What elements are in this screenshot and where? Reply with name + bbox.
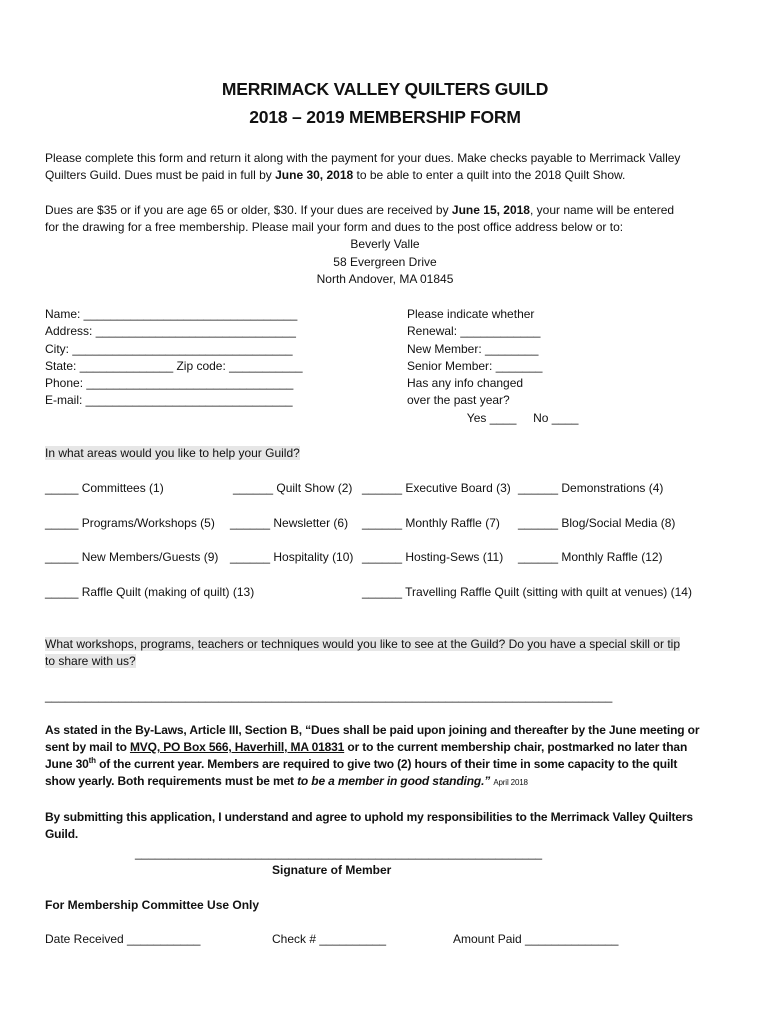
intro-text: Quilters Guild. Dues must be paid in full by [45, 168, 276, 182]
help-hospitality[interactable]: ______ Hospitality (10) [230, 550, 354, 564]
dues-text: Dues are $35 or if you are age 65 or older, $30. If your dues are received by [45, 203, 452, 217]
dues-text: , your name will be entered [529, 203, 675, 217]
help-new-members-guests[interactable]: _____ New Members/Guests (9) [45, 550, 219, 564]
signature-line[interactable]: _____________________________________________________________ [135, 846, 543, 860]
address-field[interactable]: Address: ______________________________ [45, 324, 296, 339]
address-city: North Andover, MA 01845 [316, 272, 454, 286]
help-committees[interactable]: _____ Committees (1) [45, 481, 164, 495]
agreement-text: Guild. [45, 827, 79, 841]
phone-field[interactable]: Phone: _______________________________ [45, 376, 294, 391]
email-field[interactable]: E-mail: _______________________________ [45, 393, 293, 408]
check-number-field[interactable]: Check # __________ [272, 932, 387, 946]
workshops-question [45, 636, 735, 670]
address-street: 58 Evergreen Drive [333, 254, 437, 269]
guild-title: MERRIMACK VALLEY QUILTERS GUILD [221, 79, 549, 99]
member-info-fields [45, 306, 303, 410]
date-received-field[interactable]: Date Received ___________ [45, 932, 201, 946]
intro-text: Please complete this form and return it along with the payment for your dues. Make checks payable to Merrimack Valley [45, 151, 681, 165]
committee-header: For Membership Committee Use Only [45, 898, 260, 912]
help-newsletter[interactable]: ______ Newsletter (6) [230, 516, 349, 530]
status-prompt: Please indicate whether [407, 307, 535, 321]
membership-status-fields [407, 306, 578, 427]
amount-paid-field[interactable]: Amount Paid ______________ [453, 932, 619, 946]
help-question [45, 445, 300, 462]
drawing-date: June 15, 2018 [451, 203, 530, 217]
signature-label: Signature of Member [272, 863, 392, 877]
bylaws-text: sent by mail to [45, 740, 130, 754]
address-name: Beverly Valle [350, 237, 420, 251]
help-demonstrations[interactable]: ______ Demonstrations (4) [518, 481, 664, 495]
yes-no-field[interactable]: Yes ____ No ____ [407, 410, 579, 425]
bylaws-statement [45, 722, 735, 791]
bylaws-text: June 30 [45, 757, 89, 771]
workshops-question-text: to share with us? [45, 654, 136, 668]
bylaws-text: or to the current membership chair, postmarked no later than [344, 740, 688, 754]
help-quilt-show[interactable]: ______ Quilt Show (2) [233, 481, 353, 495]
ordinal-suffix: th [88, 756, 96, 765]
dues-text: for the drawing for a free membership. Please mail your form and dues to the post office address below or to: [45, 220, 624, 234]
bylaws-text: As stated in the By-Laws, Article III, Section B, “Dues shall be paid upon joining and thereafter by the June meeting or [45, 723, 700, 737]
help-hosting-sews[interactable]: ______ Hosting-Sews (11) [362, 550, 504, 564]
mail-address [0, 236, 770, 289]
city-field[interactable]: City: _________________________________ [45, 341, 293, 356]
new-member-field[interactable]: New Member: ________ [407, 341, 539, 356]
help-monthly-raffle-7[interactable]: ______ Monthly Raffle (7) [362, 516, 500, 530]
intro-paragraph-1 [45, 150, 735, 184]
info-changed-prompt-2: over the past year? [407, 393, 510, 408]
state-zip-field[interactable]: State: ______________ Zip code: ___________ [45, 358, 303, 373]
help-raffle-quilt[interactable]: _____ Raffle Quilt (making of quilt) (13) [45, 585, 255, 599]
name-field[interactable]: Name: ________________________________ [45, 307, 298, 321]
agreement-text: By submitting this application, I understand and agree to uphold my responsibilities to the Merrimack Valley Quilters [45, 810, 693, 824]
agreement-statement [45, 809, 735, 843]
intro-paragraph-2 [45, 202, 735, 236]
mailing-address: MVQ, PO Box 566, Haverhill, MA 01831 [129, 740, 345, 754]
bylaws-date: April 2018 [493, 778, 528, 787]
info-changed-prompt: Has any info changed [407, 376, 524, 391]
workshops-answer-line[interactable]: _____________________________________________________________________________________ [45, 689, 613, 703]
renewal-field[interactable]: Renewal: ____________ [407, 324, 541, 339]
form-title: 2018 – 2019 MEMBERSHIP FORM [249, 107, 521, 127]
workshops-question-text: What workshops, programs, teachers or techniques would you like to see at the Guild? Do you have a special skill or tip [45, 637, 680, 651]
deadline-date: June 30, 2018 [275, 168, 354, 182]
help-executive-board[interactable]: ______ Executive Board (3) [362, 481, 511, 495]
bylaws-text: of the current year. Members are required to give two (2) hours of their time in some capacity to the quilt [95, 757, 678, 771]
help-question-text: In what areas would you like to help your Guild? [45, 446, 300, 460]
help-programs-workshops[interactable]: _____ Programs/Workshops (5) [45, 516, 215, 530]
senior-member-field[interactable]: Senior Member: _______ [407, 358, 543, 373]
bylaws-emphasis: to be a member in good standing.” [297, 774, 491, 788]
help-monthly-raffle-12[interactable]: ______ Monthly Raffle (12) [518, 550, 663, 564]
help-blog-social-media[interactable]: ______ Blog/Social Media (8) [518, 516, 676, 530]
bylaws-text: show yearly. Both requirements must be met [45, 774, 298, 788]
help-travelling-raffle-quilt[interactable]: ______ Travelling Raffle Quilt (sitting with quilt at venues) (14) [362, 585, 692, 599]
intro-text: to be able to enter a quilt into the 2018 Quilt Show. [353, 168, 626, 182]
